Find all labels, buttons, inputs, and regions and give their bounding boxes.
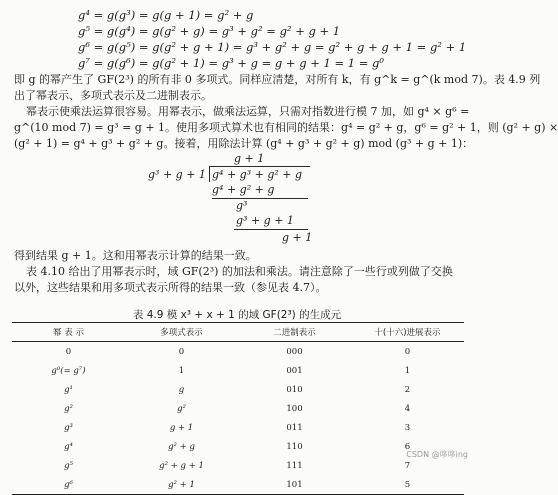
cell-hex: 5 <box>351 475 464 495</box>
paragraph1-line2: 出了幂表示、多项式表示及二进制表示。 <box>14 89 212 102</box>
cell-hex: 0 <box>404 346 411 357</box>
cell-power: 0 <box>65 346 72 357</box>
cell-hex: 3 <box>404 422 411 433</box>
division-step2-subtrahend: g³ + g + 1 <box>236 214 294 227</box>
cell-power: g¹ <box>64 384 73 395</box>
cell-binary: 000 <box>286 346 303 357</box>
division-bracket <box>209 166 210 182</box>
division-line2 <box>234 229 308 230</box>
cell-hex: 4 <box>404 403 411 414</box>
division-bar <box>210 166 310 167</box>
table-gf8-generators <box>12 322 464 495</box>
paragraph3: 得到结果 g + 1。这和用幂表示计算的结果一致。 <box>14 249 257 262</box>
cell-power: g³ <box>64 422 73 433</box>
cell-hex: 2 <box>404 384 411 395</box>
cell-binary: 010 <box>286 384 303 395</box>
cell-polynomial: g² + 1 <box>125 475 238 495</box>
col-header-binary: 二进制表示 <box>238 323 351 342</box>
col-header-power: 幂 表 示 <box>12 323 125 342</box>
watermark: CSDN @哆哆ing <box>406 450 468 459</box>
paragraph2-line3: (g² + 1) = g⁴ + g³ + g² + g。接着，用除法计算 (g⁴ + g³ + g² + g) mod (g³ + g + 1)： <box>14 137 474 150</box>
cell-power: g⁶ <box>12 475 125 495</box>
col-header-polynomial: 多项式表示 <box>125 323 238 342</box>
table-row <box>12 418 464 437</box>
equation-g6: g⁶ = g(g⁵) = g(g² + g + 1) = g³ + g² + g = g² + g + g + 1 = g² + 1 <box>78 40 467 54</box>
table-row <box>12 437 464 456</box>
paragraph2-line2: g^(10 mod 7) = g³ = g + 1。使用多项式算术也有相同的结果：g⁴ = g² + g，g⁶ = g² + 1，则 (g² + g) × <box>14 121 558 134</box>
col-header-hex: 十(十六)进展表示 <box>351 323 464 342</box>
paragraph4-line2: 以外，这些结果和用多项式表示所得的结果一致（参见表 4.7）。 <box>14 281 327 294</box>
cell-polynomial: 1 <box>178 365 185 376</box>
cell-hex: 1 <box>404 365 411 376</box>
division-line1 <box>212 198 308 199</box>
cell-binary: 111 <box>286 460 303 471</box>
equation-g5: g⁵ = g(g⁴) = g(g² + g) = g³ + g² = g² + g + 1 <box>78 24 341 38</box>
cell-power: g⁵ <box>64 460 73 471</box>
cell-power: g⁴ <box>64 441 73 452</box>
cell-polynomial: g² + g <box>168 441 195 452</box>
cell-power: g⁰(= g⁷) <box>51 365 86 376</box>
cell-binary: 110 <box>286 441 303 452</box>
paragraph4-line1: 表 4.10 给出了用幂表示时，域 GF(2³) 的加法和乘法。请注意除了一些行或列做了交换 <box>26 265 453 278</box>
cell-binary: 011 <box>286 422 303 433</box>
cell-binary: 101 <box>238 475 351 495</box>
table-row <box>12 380 464 399</box>
division-dividend: g⁴ + g³ + g² + g <box>212 168 303 181</box>
division-remainder: g + 1 <box>282 231 313 244</box>
table-row <box>12 399 464 418</box>
table-row <box>12 475 464 495</box>
cell-polynomial: g + 1 <box>169 422 194 433</box>
cell-polynomial: g <box>178 384 185 395</box>
cell-binary: 001 <box>286 365 303 376</box>
cell-hex: 6 <box>404 441 411 452</box>
division-step1-remainder: g³ <box>236 199 248 212</box>
equation-g4: g⁴ = g(g³) = g(g + 1) = g² + g <box>78 8 254 22</box>
division-quotient: g + 1 <box>234 152 265 165</box>
table-header-row <box>12 323 464 342</box>
cell-polynomial: g² <box>177 403 186 414</box>
equation-g7: g⁷ = g(g⁶) = g(g² + 1) = g³ + g = g + g + 1 = 1 = g⁰ <box>78 56 385 70</box>
paragraph2-line1: 幂表示使乘法运算很容易。用幂表示，做乘法运算，只需对指数进行模 7 加，如 g⁴ × g⁶ = <box>26 105 470 118</box>
cell-power: g² <box>64 403 73 414</box>
cell-hex: 7 <box>404 460 411 471</box>
division-step1-subtrahend: g⁴ + g² + g <box>212 183 275 196</box>
division-divisor: g³ + g + 1 <box>148 168 206 181</box>
cell-binary: 100 <box>286 403 303 414</box>
cell-polynomial: g² + g + 1 <box>159 460 204 471</box>
cell-polynomial: 0 <box>178 346 185 357</box>
table-row <box>12 456 464 475</box>
table-row <box>12 361 464 380</box>
table-caption: 表 4.9 模 x³ + x + 1 的域 GF(2³) 的生成元 <box>132 309 342 321</box>
paragraph1-line1: 即 g 的幂产生了 GF(2³) 的所有非 0 多项式。同样应清楚，对所有 k，有 g^k = g^(k mod 7)。表 4.9 列 <box>14 73 541 86</box>
table-row <box>12 342 464 362</box>
